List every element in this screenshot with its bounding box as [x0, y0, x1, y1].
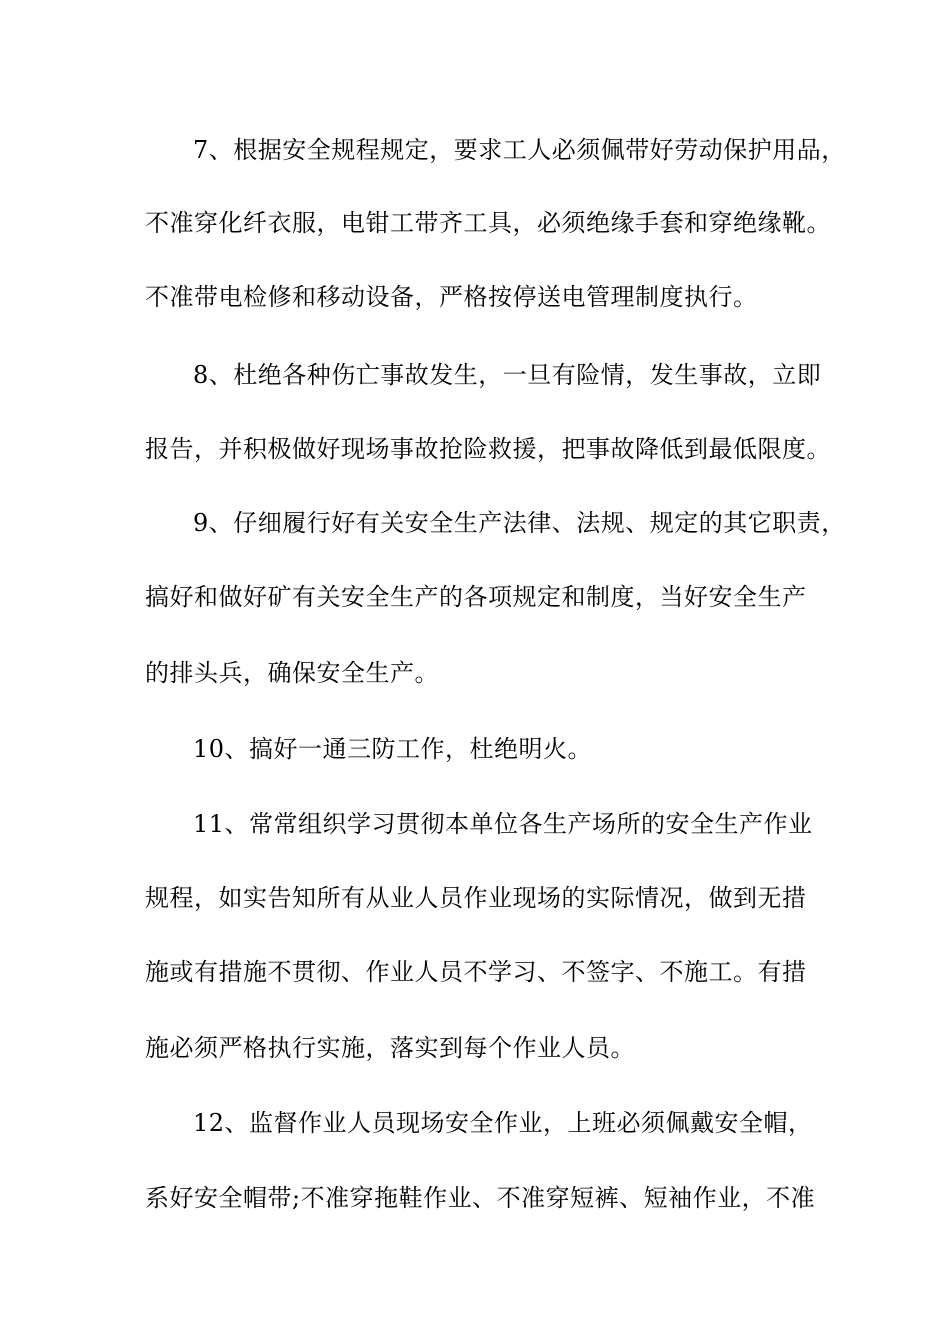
text-line: 报告，并积极做好现场事故抢险救援，把事故降低到最低限度。	[145, 435, 831, 463]
text-line: 10、搞好一通三防工作，杜绝明火。	[193, 735, 593, 763]
text-line: 9、仔细履行好有关安全生产法律、法规、规定的其它职责，	[193, 509, 846, 537]
text-line: 规程，如实告知所有从业人员作业现场的实际情况，做到无措	[145, 884, 807, 912]
text-line: 11、常常组织学习贯彻本单位各生产场所的安全生产作业	[193, 810, 813, 838]
text-line: 7、根据安全规程规定，要求工人必须佩带好劳动保护用品，	[193, 136, 846, 164]
text-line: 系好安全帽带;不准穿拖鞋作业、不准穿短裤、短袖作业，不准	[145, 1184, 816, 1212]
text-line: 施或有措施不贯彻、作业人员不学习、不签字、不施工。有措	[145, 958, 807, 986]
text-line: 搞好和做好矿有关安全生产的各项规定和制度，当好安全生产	[145, 583, 807, 611]
text-line: 12、监督作业人员现场安全作业，上班必须佩戴安全帽，	[193, 1109, 813, 1137]
text-line: 施必须严格执行实施，落实到每个作业人员。	[145, 1034, 635, 1062]
text-line: 8、杜绝各种伤亡事故发生，一旦有险情，发生事故，立即	[193, 361, 822, 389]
text-line: 不准穿化纤衣服，电钳工带齐工具，必须绝缘手套和穿绝缘靴。	[145, 209, 831, 237]
text-line: 不准带电检修和移动设备，严格按停送电管理制度执行。	[145, 283, 758, 311]
text-line: 的排头兵，确保安全生产。	[145, 659, 439, 687]
